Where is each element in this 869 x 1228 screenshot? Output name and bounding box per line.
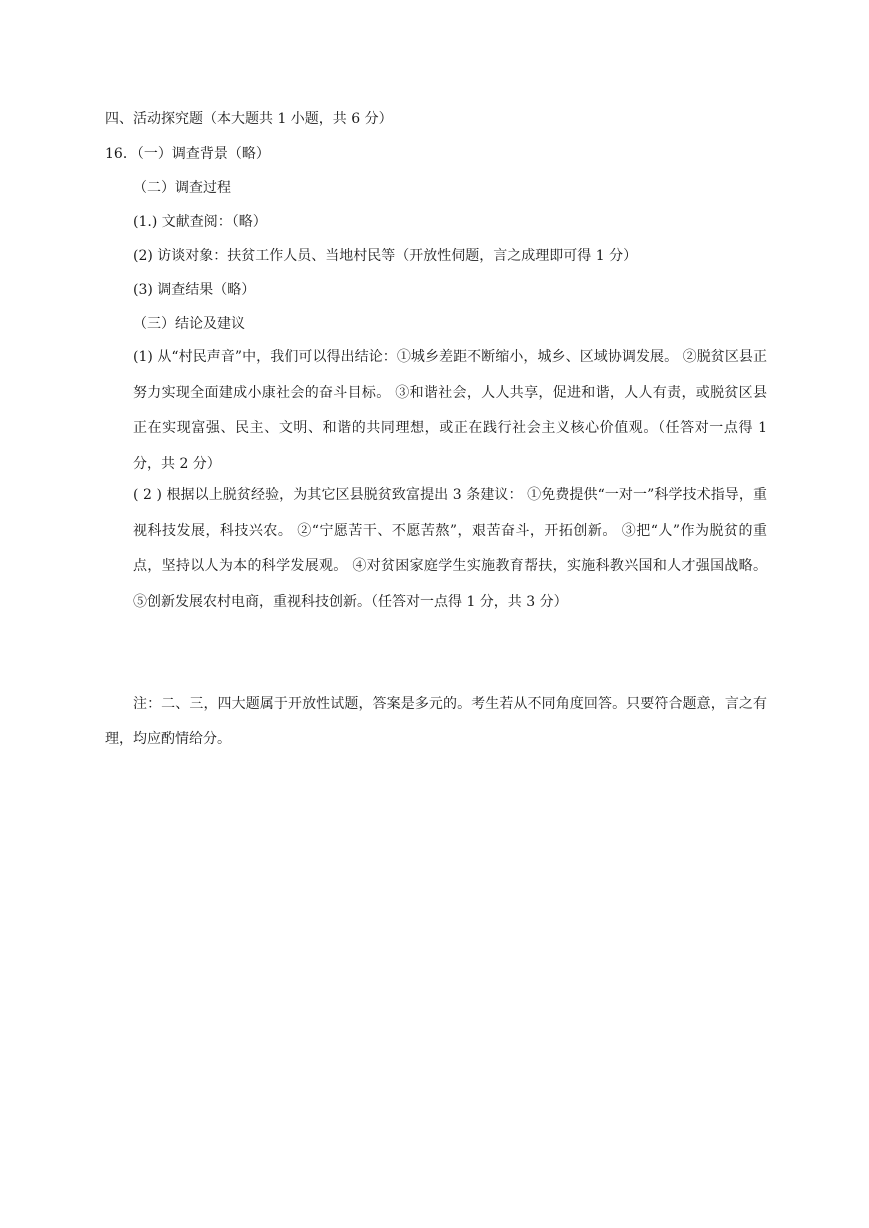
grading-note: 注：二、三，四大题属于开放性试题，答案是多元的。考生若从不同角度回答。只要符合题意，言之有理，均应酌情给分。	[105, 696, 767, 747]
section-heading: 四、活动探究题（本大题共 1 小题，共 6 分）	[105, 111, 393, 127]
conclusion-1: (1) 从“村民声音”中，我们可以得出结论：①城乡差距不断缩小，城乡、区域协调发展。 ②脱贫区县正努力实现全面建成小康社会的奋斗目标。 ③和谐社会，人人共享，促进和谐，人人有责，或脱贫区县正在实现富强、民主、文明、和谐的共同理想，或正在践行社会主义核心价值观。（任答对一点得 1 分，共 2 分）	[133, 349, 767, 472]
conclusion-2: ( 2 ) 根据以上脱贫经验，为其它区县脱贫致富提出 3 条建议： ①免费提供“一对一”科学技术指导，重视科技发展，科技兴农。 ②“宁愿苦干、不愿苦熬”，艰苦奋斗，开拓创新。 ③把“人”作为脱贫的重点，坚持以人为本的科学发展观。 ④对贫困家庭学生实施教育帮扶，实施科教兴国和人才强国战略。 ⑤创新发展农村电商，重视科技创新。（任答对一点得 1 分，共 3 分）	[133, 487, 767, 610]
process-item-3: (3) 调查结果（略）	[133, 282, 256, 298]
part2-heading: （二）调查过程	[133, 180, 231, 196]
part3-heading: （三）结论及建议	[133, 316, 245, 332]
question-number-line: 16．（一）调查背景（略）	[105, 146, 270, 162]
process-item-1: (1.) 文献查阅：（略）	[133, 214, 267, 230]
process-item-2: (2) 访谈对象：扶贫工作人员、当地村民等（开放性伺题，言之成理即可得 1 分）	[133, 248, 638, 264]
